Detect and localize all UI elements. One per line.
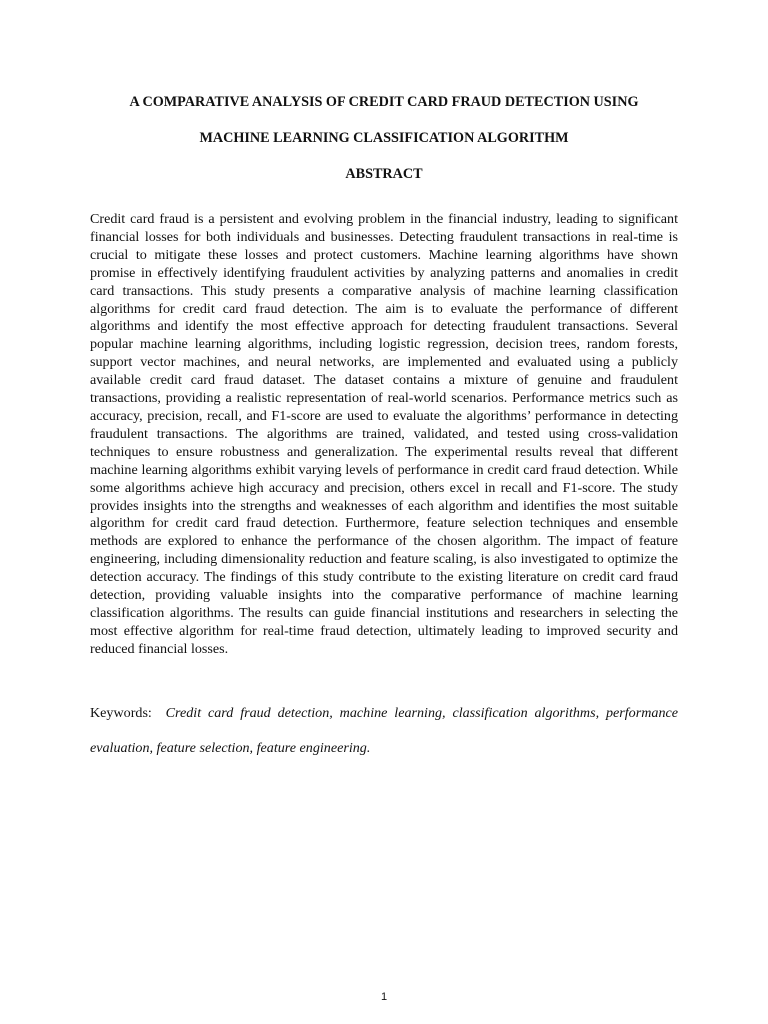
keywords-label: Keywords:	[90, 705, 152, 721]
paper-title-line-1: A COMPARATIVE ANALYSIS OF CREDIT CARD FRAUD DETECTION USING	[129, 94, 639, 110]
abstract-body: Credit card fraud is a persistent and evolving problem in the financial industry, leading to significant financial losses for both individuals and businesses. Detecting fraudulent transactions in real-time is crucial to mitigate these losses and protect customers. Machine learning algorithms have shown promise in effectively identifying fraudulent activities by analyzing patterns and anomalies in credit card transactions. This study presents a comparative analysis of machine learning classification algorithms for credit card fraud detection. The aim is to evaluate the performance of different algorithms and identify the most effective approach for detecting fraudulent transactions. Several popular machine learning algorithms, including logistic regression, decision trees, random forests, support vector machines, and neural networks, are implemented and evaluated using a publicly available credit card fraud dataset. The dataset contains a mixture of genuine and fraudulent transactions, providing a realistic representation of real-world scenarios. Performance metrics such as accuracy, precision, recall, and F1-score are used to evaluate the algorithms’ performance in detecting fraudulent transactions. The algorithms are trained, validated, and tested using cross-validation techniques to ensure robustness and generalization. The experimental results reveal that different machine learning algorithms exhibit varying levels of performance in credit card fraud detection. While some algorithms achieve high accuracy and precision, others excel in recall and F1-score. The study provides insights into the strengths and weaknesses of each algorithm and identifies the most suitable algorithm for credit card fraud detection. Furthermore, feature selection techniques and ensemble methods are explored to enhance the performance of the chosen algorithm. The impact of feature engineering, including dimensionality reduction and feature scaling, is also investigated to optimize the detection accuracy. The findings of this study contribute to the existing literature on credit card fraud detection, providing valuable insights into the comparative performance of machine learning classification algorithms. The results can guide financial institutions and researchers in selecting the most effective algorithm for real-time fraud detection, ultimately leading to improved security and reduced financial losses.	[90, 211, 678, 657]
page-number: 1	[380, 991, 388, 1003]
paper-title-line-2: MACHINE LEARNING CLASSIFICATION ALGORITHM	[199, 130, 569, 146]
keywords-list: Credit card fraud detection, machine learning, classification algorithms, performance evaluation, feature selection, feature engineering.	[90, 705, 679, 756]
abstract-heading: ABSTRACT	[345, 166, 423, 182]
document-page	[90, 0, 678, 1024]
keywords-paragraph	[90, 696, 678, 766]
